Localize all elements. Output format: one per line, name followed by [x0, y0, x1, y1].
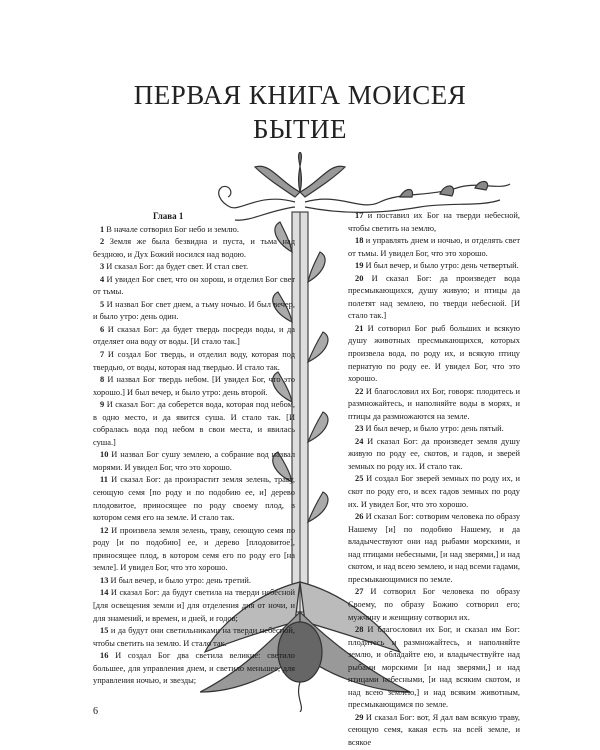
verse-number: 1 — [100, 224, 105, 234]
verse-text: и управлять днем и ночью, и отделять свет от тьмы. И увидел Бог, что это хорошо. — [348, 236, 521, 258]
verse — [93, 324, 295, 349]
verse-text: И сказал Бог: да будет свет. И стал свет. — [106, 262, 249, 272]
verse — [93, 349, 295, 374]
verse-number: 28 — [355, 625, 364, 635]
verse-number: 6 — [100, 324, 105, 334]
verse-text: И сказал Бог: да будет твердь посреди воды, и да отделяет она воду от воды. [И стало так.] — [93, 324, 295, 347]
verse — [348, 511, 520, 586]
verse — [93, 299, 295, 324]
verse-number: 9 — [100, 400, 105, 410]
verse-number: 21 — [355, 323, 364, 333]
verse-text: И сказал Бог: да соберется вода, которая под небом, в одно место, и да явится суша. И стало так. [И собралась вода под небом в свои места, и явилась суша.] — [93, 400, 296, 447]
verse-text: И произвела земля зелень, траву, сеющую семя по роду [и по подобию] ее, и дерево [плодовитое], приносящее плод, в котором семя его по роду его [на земле]. И увидел Бог, что это хорошо. — [93, 525, 296, 573]
verse-number: 25 — [355, 474, 364, 484]
verse-text: И благословил их Бог, и сказал им Бог: плодитесь и размножайтесь, и наполняйте землю, и обладайте ею, и владычествуйте над рыбами морскими [и над зверями,] и над птицами небесными, [и над всяким скотом, и над всею землею,] и над всяким животным, пресмыкающимся по земле. — [348, 625, 520, 710]
verse-text: И сказал Бог: да произведет вода пресмыкающихся, душу живую; и птицы да полетят над землею, по тверди небесной. [И стало так.] — [348, 273, 521, 321]
verse — [348, 712, 520, 750]
verse — [348, 423, 520, 436]
verse — [93, 474, 295, 524]
verse-text: и поставил их Бог на тверди небесной, чтобы светить на землю, — [348, 211, 520, 233]
verse-number: 14 — [100, 588, 109, 598]
verse — [348, 260, 520, 273]
verse-text: И сказал Бог: да произрастит земля зелень, траву, сеющую семя [по роду и по подобию ее, и] дерево плодовитое, приносящее по роду своему плод, в котором семя его на земле. И стало так. — [93, 475, 295, 523]
verse — [93, 525, 295, 575]
verse-text: И сотворил Бог рыб больших и всякую душу животных пресмыкающихся, которых произвела вода, по роду их, и всякую птицу пернатую по роду ее. И увидел Бог, что это хорошо. — [348, 323, 521, 384]
verse — [93, 650, 295, 688]
verse — [93, 575, 295, 588]
verse — [93, 374, 295, 399]
verse-number: 4 — [100, 274, 105, 284]
verse-number: 19 — [355, 261, 364, 271]
verse-number: 10 — [100, 450, 109, 460]
verse-number: 3 — [100, 262, 105, 272]
verse-number: 2 — [100, 237, 105, 247]
verse-text: И был вечер, и было утро: день пятый. — [365, 424, 504, 434]
verse-text: И назвал Бог твердь небом. [И увидел Бог, что это хорошо.] И был вечер, и было утро: день второй. — [93, 375, 295, 397]
verse-text: И создал Бог зверей земных по роду их, и скот по роду его, и всех гадов земных по роду их. И увидел Бог, что это хорошо. — [348, 474, 520, 509]
verse — [348, 436, 520, 474]
verse-text: И был вечер, и было утро: день четвертый. — [365, 261, 519, 271]
verse-text: И сотворил Бог человека по образу Своему, по образу Божию сотворил его; мужчину и женщину сотворил их. — [348, 587, 521, 622]
book-title: ПЕРВАЯ КНИГА МОИСЕЯ — [133, 80, 467, 110]
verse-number: 11 — [100, 475, 108, 485]
verse — [93, 587, 295, 625]
verse-text: И увидел Бог свет, что он хорош, и отделил Бог свет от тьмы. — [93, 274, 295, 297]
verse-text: И сказал Бог: да произведет земля душу живую по роду ее, скотов, и гадов, и зверей земных по роду их. И стало так. — [348, 436, 521, 471]
verse-number: 13 — [100, 575, 109, 585]
verse-text: В начале сотворил Бог небо и землю. — [106, 224, 239, 234]
verse — [93, 449, 295, 474]
verse — [93, 224, 295, 237]
text-column-right — [348, 210, 520, 750]
verse-number: 18 — [355, 236, 364, 246]
verse-number: 16 — [100, 651, 109, 661]
verse-number: 17 — [355, 211, 364, 220]
verse-text: И создал Бог твердь, и отделил воду, которая под твердью, от воды, которая над твердью. И стало так. — [93, 350, 296, 372]
verse-number: 12 — [100, 525, 109, 535]
verse-text: И благословил их Бог, говоря: плодитесь и размножайтесь, и наполняйте воды в морях, и птицы да размножаются на земле. — [348, 386, 521, 421]
verse-number: 15 — [100, 626, 109, 636]
verse — [348, 586, 520, 624]
verse-number: 22 — [355, 386, 364, 396]
verse — [348, 386, 520, 424]
verse-number: 23 — [355, 424, 364, 434]
verse — [348, 473, 520, 511]
verse — [93, 625, 295, 650]
verse-text: И назвал Бог свет днем, а тьму ночью. И был вечер, и было утро: день один. — [93, 299, 295, 322]
chapter-heading: Глава 1 — [153, 211, 184, 221]
verse-text: и да будут они светильниками на тверди небесной, чтобы светить на землю. И стало так. — [93, 626, 295, 648]
verse-list-right — [348, 210, 520, 750]
verse-number: 27 — [355, 587, 364, 597]
verse — [348, 323, 520, 386]
verse-number: 8 — [100, 375, 105, 385]
verse — [93, 274, 295, 299]
verse-text: И был вечер, и было утро: день третий. — [110, 575, 251, 585]
verse-text: Земля же была безвидна и пуста, и тьма над бездною, и Дух Божий носился над водою. — [93, 237, 296, 259]
verse — [348, 235, 520, 260]
verse-text: И создал Бог два светила великие: светило большее, для управления днем, и светило меньшее, для управления ночью, и звезды; — [93, 651, 295, 686]
verse-number: 29 — [355, 712, 364, 722]
verse-number: 20 — [355, 273, 364, 283]
text-column-left — [93, 210, 295, 688]
verse — [348, 624, 520, 712]
verse-number: 5 — [100, 299, 105, 309]
verse-text: И назвал Бог сушу землею, а собрание вод назвал морями. И увидел Бог, что это хорошо. — [93, 450, 296, 472]
verse-list-left — [93, 224, 295, 688]
verse-text: И сказал Бог: сотворим человека по образу Нашему [и] по подобию Нашему, и да владычествуют они над рыбами морскими, и над птицами небесными, [и над зверями,] и над скотом, и над всею землею, и над всеми гадами, пресмыкающимися по земле. — [348, 512, 521, 584]
verse — [93, 399, 295, 449]
verse-number: 24 — [355, 436, 364, 446]
verse — [93, 236, 295, 261]
book-subtitle: БЫТИЕ — [252, 114, 348, 144]
page-number: 6 — [93, 706, 98, 717]
verse — [93, 261, 295, 274]
verse-number: 26 — [355, 512, 364, 522]
verse — [348, 273, 520, 323]
verse-text: И сказал Бог: да будут светила на тверди небесной [для освещения земли и] для отделения дня от ночи, и для знамений, и времен, и дней, и годов; — [93, 588, 295, 623]
verse — [348, 210, 520, 235]
verse-number: 7 — [100, 350, 105, 360]
verse-text: И сказал Бог: вот, Я дал вам всякую траву, сеющую семя, какая есть на всей земле, и всякое — [348, 712, 520, 747]
